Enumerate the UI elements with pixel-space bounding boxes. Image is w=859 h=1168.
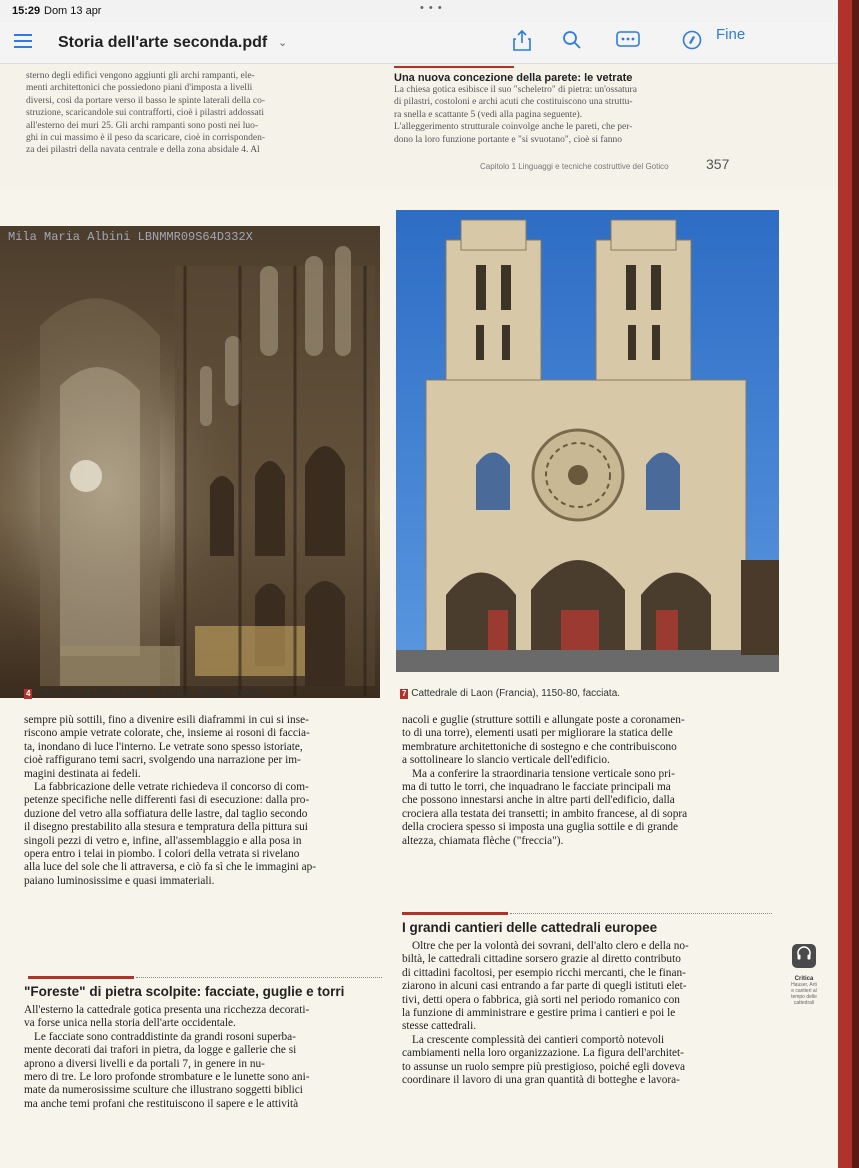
book-edge-shadow [852, 0, 859, 1168]
done-button[interactable]: Fine [716, 26, 746, 43]
text-line: alla luce del sole che li attraversa, e ciò fa sì che le immagini ap- [24, 861, 317, 874]
status-time: 15:29 [12, 5, 41, 17]
headphones-icon [792, 944, 816, 968]
notre-dame-interior-photo [0, 226, 380, 698]
text-line: za dei pilastri della navata centrale e della zona absidale 4. Al [26, 145, 260, 156]
sidebar-line: tempo delle [791, 994, 817, 1000]
text-line: ziarono in alcuni casi entrando a far parte di quegli istituti elet- [402, 980, 687, 993]
watermark: Mila Maria Albini LBNMMR09S64D332X [8, 230, 253, 244]
top-right-column [394, 84, 734, 146]
right-column-text-2 [402, 940, 774, 1087]
page-footer: Capitolo 1 Linguaggi e tecniche costruttive del Gotico [480, 162, 669, 171]
text-line: altezza, chiamata flèche ("freccia"). [402, 834, 564, 847]
text-line: che possono innestarsi anche in altre parti dell'edificio, dalla [402, 794, 675, 807]
section-rule [28, 976, 134, 979]
text-line: ma di tutto le torri, che inquadrano le facciate principali ma [402, 781, 671, 794]
text-line: coordinare il lavoro di una gran quantità di botteghe e lavora- [402, 1074, 680, 1087]
text-line: mente decorati dai trafori in pietra, da logge e gallerie che si [24, 1044, 297, 1057]
text-line: crociera alla testata dei transetti; in ambito francese, al di sopra [402, 807, 688, 820]
section-rule-dotted [510, 913, 772, 914]
page-number: 357 [706, 156, 730, 172]
section-heading-facciate: "Foreste" di pietra scolpite: facciate, guglie e torri [24, 984, 345, 999]
figure-caption-4 [24, 688, 262, 699]
text-line: ma anche temi profani che restituiscono il sapere e le attività [24, 1097, 299, 1110]
text-line: all'esterno dei muri 25. Gli archi rampanti sono posti nei luo- [26, 120, 259, 131]
more-icon[interactable] [616, 30, 640, 54]
text-line: diversi, così da portare verso il basso le spinte laterali della co- [26, 95, 266, 106]
text-line: Le facciate sono contraddistinte da grandi rosoni superba- [34, 1030, 296, 1043]
top-left-column [26, 70, 378, 157]
text-line: Oltre che per la volontà dei sovrani, dell'alto clero e della no- [412, 940, 689, 952]
text-line: sterno degli edifici vengono aggiunti gli archi rampanti, ele- [26, 71, 255, 81]
text-line: cioè raffigurano temi sacri, svolgendo una narrazione per im- [24, 754, 301, 767]
caption-text: Cattedrale di Notre-Dame, dal 1163, Parigi, interno. [35, 688, 263, 699]
text-line: to assunse un ruolo sempre più prestigioso, poiché egli doveva [402, 1060, 685, 1073]
share-icon[interactable] [510, 30, 534, 54]
text-line: va forse unica nella storia dell'arte occidentale. [24, 1017, 236, 1030]
text-line: riscono ampie vetrate colorate, che, insieme ai rosoni di faccia- [24, 727, 310, 740]
text-line: la funzione di amministrare e gestire prima i cantieri e poi le [402, 1007, 676, 1020]
text-line: tivi, detti opera o fabbrica, già sorti nel periodo romanico con [402, 993, 680, 1006]
section-rule [402, 912, 508, 915]
laon-facade-photo [396, 210, 779, 672]
sidebar-line: cattedrali [793, 1000, 815, 1006]
status-bar [0, 0, 859, 22]
text-line: to di una torre), elementi usati per migliorare la statica delle [402, 727, 673, 740]
text-line: mate da numerosissime sculture che illustrano soggetti biblici [24, 1084, 303, 1097]
figure-number-badge: 4 [26, 689, 31, 698]
text-line: opera entro i telai in piombo. I colori della vetrata si rivelano [24, 848, 300, 861]
text-line: dono la loro funzione portante e "si svuotano", cioè si fanno [394, 134, 623, 145]
text-line: a sottolineare lo slancio verticale dell'edificio. [402, 754, 610, 767]
text-line: La chiesa gotica esibisce il suo "scheletro" di pietra: un'ossatura [394, 85, 637, 95]
text-line: paiano luminosissime e quasi immateriali. [24, 874, 215, 887]
text-line: magini destinata ai fedeli. [24, 767, 141, 780]
pdf-page-357 [0, 64, 842, 192]
right-column-text [402, 714, 774, 848]
text-line: La fabbricazione delle vetrate richiedeva il concorso di com- [34, 781, 309, 794]
text-line: All'esterno la cattedrale gotica presenta una ricchezza decorati- [24, 1004, 310, 1016]
multitasking-dots[interactable]: • • • [420, 2, 443, 14]
chevron-down-icon[interactable]: ⌄ [278, 37, 288, 49]
search-icon[interactable] [560, 30, 584, 54]
markup-icon[interactable] [680, 30, 704, 54]
text-line: della crociera spesso si imposta una guglia sottile e di grande [402, 821, 679, 834]
text-line: di pilastri, costoloni e archi acuti che costituiscono una struttu- [394, 97, 633, 108]
text-line: ghi in cui massimo è il peso da scaricare, cioè in corrisponden- [26, 133, 266, 144]
text-line: sempre più sottili, fino a divenire esili diaframmi in cui si inse- [24, 714, 309, 726]
text-line: biltà, le cattedrali cittadine sorsero grazie al diretto contributo [402, 953, 681, 966]
section-rule [394, 66, 514, 68]
text-line: Ma a conferire la straordinaria tensione verticale sono pri- [412, 767, 675, 780]
text-line: struzione, scaricandole sui contrafforti, cioè i pilastri addossati [26, 108, 265, 119]
status-date: Dom 13 apr [44, 5, 102, 17]
text-line: cambiamenti nella loro organizzazione. La figura dell'architet- [402, 1047, 684, 1060]
section-heading: Una nuova concezione della parete: le vetrate [394, 72, 633, 84]
text-line: membrature architettoniche di sostegno e che contribuiscono [402, 740, 677, 753]
text-line: singoli pezzi di vetro e, infine, all'assemblaggio e alla posa in [24, 834, 302, 847]
document-title[interactable]: Storia dell'arte seconda.pdf [58, 34, 268, 51]
text-line: ta, inondano di luce l'interno. Le vetrate sono spesso istoriate, [24, 740, 303, 753]
caption-text: Cattedrale di Laon (Francia), 1150-80, facciata. [411, 688, 621, 699]
figure-number-badge: 7 [402, 689, 407, 698]
critica-sidebar-link[interactable] [784, 944, 824, 1054]
text-line: petenze specifiche nelle differenti fasi di esecuzione: dalla pro- [24, 794, 310, 807]
text-line: duzione del vetro alla soffiatura delle lastre, dal taglio secondo [24, 807, 308, 820]
section-heading-cantieri: I grandi cantieri delle cattedrali europee [402, 920, 658, 935]
text-line: di cittadini facoltosi, per esempio ricchi mercanti, che le finan- [402, 966, 686, 979]
sidebar-line: e cantieri al [791, 988, 817, 994]
text-line: menti architettonici che possiedono piani d'imposta a livelli [26, 83, 253, 94]
section-rule-dotted [136, 977, 382, 978]
list-icon[interactable] [14, 34, 32, 50]
text-line: mero di tre. Le loro profonde strombature e le lunette sono ani- [24, 1071, 310, 1084]
text-line: La crescente complessità dei cantieri comportò notevoli [412, 1033, 665, 1046]
left-column-text [24, 714, 382, 888]
text-line: ra snella e scattante 5 (vedi alla pagina seguente). [394, 109, 583, 120]
left-column-text-2 [24, 1004, 382, 1111]
figure-caption-7 [400, 688, 620, 699]
pdf-page-358 [0, 188, 852, 1168]
text-line: il disegno prestabilito alla stesura e tempratura della pittura sui [24, 821, 308, 834]
sidebar-title: Critica [794, 976, 814, 982]
text-line: L'alleggerimento strutturale coinvolge anche le pareti, che per- [394, 122, 633, 133]
text-line: nacoli e guglie (strutture sottili e allungate poste a coronamen- [402, 714, 685, 726]
text-line: stesse cattedrali. [402, 1020, 477, 1033]
document-toolbar [0, 22, 859, 64]
text-line: aprono a diversi livelli e da portali 7, in genere in nu- [24, 1057, 265, 1070]
sidebar-line: Hauser, Arti [791, 982, 817, 988]
